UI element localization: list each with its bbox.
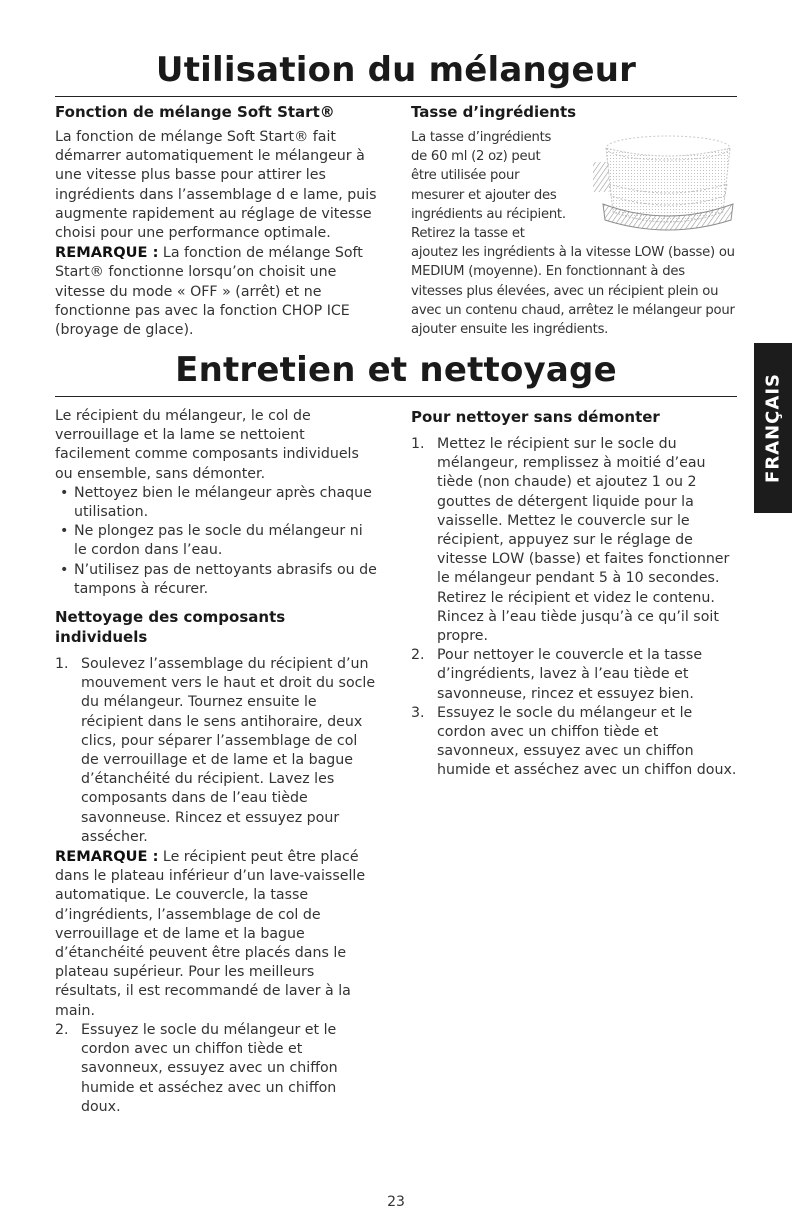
care-left-column	[55, 407, 377, 1117]
step-text: Mettez le récipient sur le socle du mélangeur, remplissez à moitié d’eau tiède (non chaude) et ajoutez 1 ou 2 gouttes de détergent liquide pour la vaisselle. Mettez le couvercle sur le récipient, appuyez sur le réglage de vitesse LOW (basse) et faites fonctionner le mélangeur pendant 5 à 10 secondes. Retirez le récipient et videz le contenu. Rincez à l’eau tiède jusqu’à ce qu’il soit propre.	[437, 436, 730, 645]
soft-start-note-text: La fonction de mélange Soft Start® fonctionne lorsqu’on choisit une vitesse du mode « OFF » (arrêt) et ne fonctionne pas avec la fonction CHOP ICE (broyage de glace).	[55, 245, 363, 339]
title-rule-care	[55, 396, 737, 397]
step-text: Essuyez le socle du mélangeur et le cordon avec un chiffon tiède et savonneux, essuyez avec un chiffon humide et asséchez avec un chiffon doux.	[81, 1021, 338, 1115]
step-number: 2.	[55, 1021, 69, 1038]
individual-steps-cont	[55, 1021, 377, 1117]
step-number: 2.	[411, 647, 425, 664]
no-disassembly-steps	[411, 435, 739, 781]
individual-note	[55, 847, 377, 1021]
ingredient-cup-section	[411, 102, 739, 339]
soft-start-section	[55, 102, 377, 340]
individual-steps	[55, 655, 377, 847]
individual-step-1	[55, 655, 377, 847]
no-disassembly-step	[411, 646, 739, 704]
soft-start-text	[55, 128, 377, 340]
no-disassembly-step	[411, 704, 739, 781]
title-rule-top	[55, 96, 737, 97]
soft-start-note-label: REMARQUE :	[55, 244, 159, 262]
individual-heading: Nettoyage des composants individuels	[55, 608, 286, 647]
step-text: Soulevez l’assemblage du récipient d’un mouvement vers le haut et droit du socle du mélangeur. Tournez ensuite le récipient dans le sens antihoraire, deux clics, pour séparer l’assemblage de col de verrouillage et de lame et la bague d’étanchéité du récipient. Lavez les composants dans de l’eau tiède savonneuse. Rincez et essuyez pour assécher.	[81, 656, 376, 845]
care-intro-text: Le récipient du mélangeur, le col de verrouillage et la lame se nettoient facilement comme composants individuels ou ensemble, sans démonter.	[55, 408, 359, 482]
care-bullet-list	[55, 484, 377, 599]
soft-start-heading: Fonction de mélange Soft Start®	[55, 103, 335, 121]
step-text: Pour nettoyer le couvercle et la tasse d’ingrédients, lavez à l’eau tiède et savonneuse, rincez et essuyez bien.	[437, 647, 703, 702]
no-disassembly-heading: Pour nettoyer sans démonter	[411, 408, 660, 426]
individual-note-label: REMARQUE :	[55, 848, 159, 866]
ingredient-cup-text: La tasse d’ingrédients de 60 ml (2 oz) peut être utilisée pour mesurer et ajouter des ingrédients au récipient. Retirez la tasse et ajoutez les ingrédients à la vitesse LOW (basse) ou MEDIUM (moyenne). En fonctionnant à des vitesses plus élevées, avec un récipient plein ou avec un contenu chaud, arrêtez le mélangeur pour ajouter ensuite les ingrédients.	[411, 130, 735, 338]
care-bullet-item: • N’utilisez pas de nettoyants abrasifs ou de tampons à récurer.	[55, 561, 377, 599]
page-title-usage: Utilisation du mélangeur	[155, 50, 637, 90]
individual-step-2	[55, 1021, 377, 1117]
language-side-tab	[754, 343, 792, 513]
care-right-column	[411, 407, 739, 781]
page-number: 23	[387, 1194, 405, 1210]
step-number: 1.	[55, 656, 69, 673]
step-text: Essuyez le socle du mélangeur et le cordon avec un chiffon tiède et savonneux, essuyez avec un chiffon humide et asséchez avec un chiffon doux.	[437, 704, 737, 779]
step-number: 3.	[411, 704, 425, 721]
ingredient-cup-illustration-icon	[573, 124, 743, 236]
care-bullet-item: • Ne plongez pas le socle du mélangeur ni le cordon dans l’eau.	[55, 522, 377, 560]
page-title-care: Entretien et nettoyage	[175, 350, 617, 390]
language-tab-label: FRANÇAIS	[762, 373, 784, 483]
step-number: 1.	[411, 436, 425, 452]
care-bullet-item: • Nettoyez bien le mélangeur après chaque utilisation.	[55, 484, 377, 522]
ingredient-cup-heading: Tasse d’ingrédients	[411, 103, 577, 121]
individual-note-text: Le récipient peut être placé dans le plateau inférieur d’un lave-vaisselle automatique. Le couvercle, la tasse d’ingrédients, l’assemblage de col de verrouillage et de lame et la bague d’étanchéité peuvent être placés dans le plateau supérieur. Pour les meilleurs résultats, il est recommandé de laver à la main.	[55, 849, 366, 1019]
soft-start-para: La fonction de mélange Soft Start® fait démarrer automatiquement le mélangeur à une vitesse plus basse pour attirer les ingrédients dans l’assemblage d e lame, puis augmente rapidement au réglage de vitesse choisi pour une performance optimale.	[55, 129, 377, 242]
no-disassembly-step	[411, 435, 739, 646]
